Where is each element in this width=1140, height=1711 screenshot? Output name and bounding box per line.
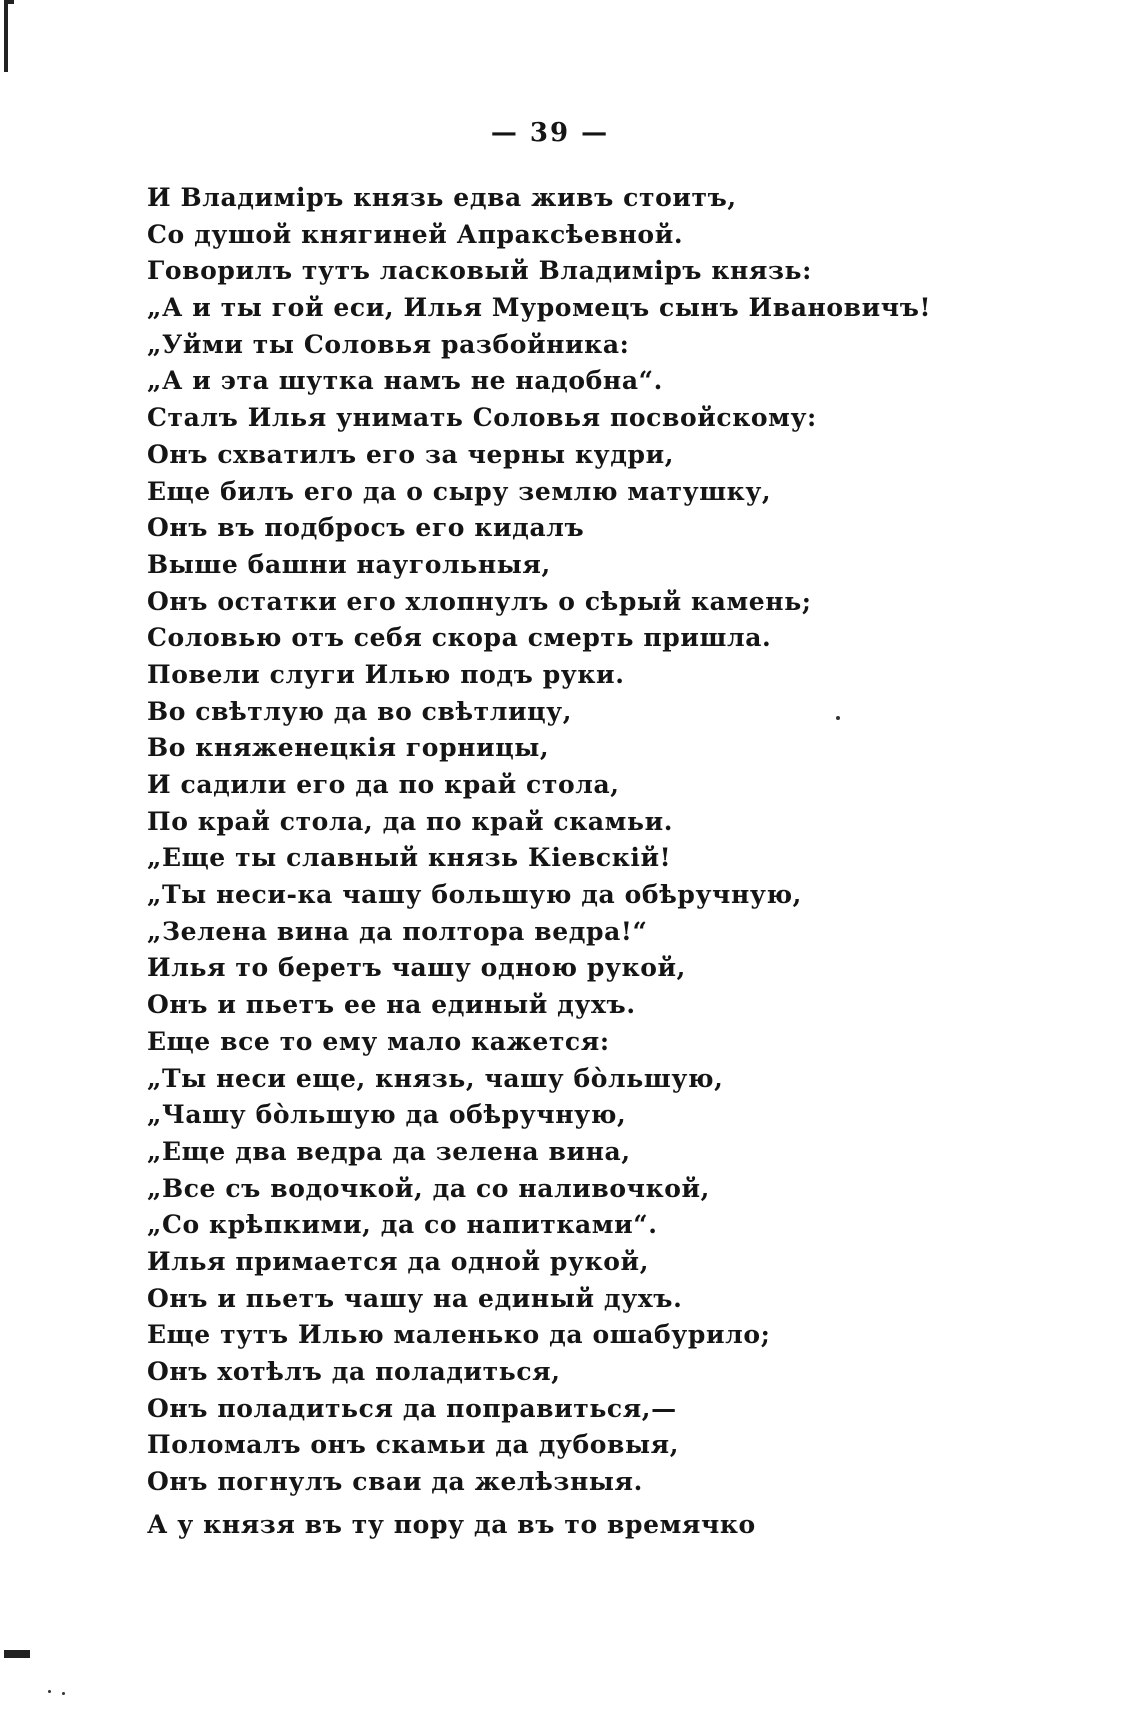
verse-line: Еще тутъ Илью маленько да ошабурило; bbox=[147, 1320, 771, 1350]
verse-line: Онъ хотѣлъ да поладиться, bbox=[147, 1357, 561, 1386]
verse-line: „Уйми ты Соловья разбойника: bbox=[147, 329, 630, 359]
verse-line: Во свѣтлую да во свѣтлицу, bbox=[147, 696, 573, 726]
verse-line: Онъ и пьетъ ее на единый духъ. bbox=[147, 990, 636, 1020]
verse-line: Илья примается да одной рукой, bbox=[147, 1246, 649, 1276]
verse-line: Илья то беретъ чашу одною рукой, bbox=[147, 953, 686, 983]
verse-line: Поломалъ онъ скамьи да дубовыя, bbox=[147, 1430, 680, 1460]
verse-line: И Владиміръ князь едва живъ стоитъ, bbox=[147, 183, 737, 212]
verse-line: Со душой княгиней Апраксѣевной. bbox=[147, 219, 684, 249]
verse-line: „Зелена вина да полтора ведра!“ bbox=[147, 916, 648, 946]
verse-line: Повели слуги Илью подъ руки. bbox=[147, 659, 625, 689]
verse-line: „Еще два ведра да зелена вина, bbox=[147, 1136, 631, 1166]
verse-line: „Ты неси еще, князь, чашу бо̀льшую, bbox=[147, 1063, 724, 1093]
verse-line: Онъ и пьетъ чашу на единый духъ. bbox=[147, 1283, 683, 1313]
verse-line: Сталъ Илья унимать Соловья посвойскому: bbox=[147, 403, 817, 433]
verse-line: „Со крѣпкими, да со напитками“. bbox=[147, 1210, 658, 1240]
page-number: — 39 — bbox=[490, 118, 610, 148]
verse-line: „А и эта шутка намъ не надобна“. bbox=[147, 366, 663, 396]
verse-line: „Все съ водочкой, да со наливочкой, bbox=[147, 1173, 710, 1203]
scan-speck bbox=[48, 1690, 51, 1693]
verse-line: Соловью отъ себя скора смерть пришла. bbox=[147, 623, 772, 653]
scan-edge-mark bbox=[4, 0, 8, 72]
verse-line: А у князя въ ту пору да въ то времячко bbox=[147, 1509, 756, 1539]
verse-line: Выше башни наугольныя, bbox=[147, 549, 551, 579]
verse-line: „Еще ты славный князь Кіевскій! bbox=[147, 843, 672, 873]
verse-line: Онъ остатки его хлопнулъ о сѣрый камень; bbox=[147, 586, 812, 616]
verse-line: Еще все то ему мало кажется: bbox=[147, 1026, 610, 1056]
verse-line: Онъ схватилъ его за черны кудри, bbox=[147, 439, 675, 469]
verse-line: Во княженецкія горницы, bbox=[147, 733, 550, 763]
verse-text bbox=[147, 180, 1047, 1543]
verse-line: Онъ въ подбросъ его кидалъ bbox=[147, 513, 585, 543]
verse-line: Онъ погнулъ сваи да желѣзныя. bbox=[147, 1467, 643, 1497]
scan-edge-mark bbox=[4, 1650, 30, 1658]
verse-line: Онъ поладиться да поправиться,— bbox=[147, 1393, 677, 1423]
verse-line: И садили его да по край стола, bbox=[147, 770, 620, 799]
verse-line: Говорилъ тутъ ласковый Владиміръ князь: bbox=[147, 256, 812, 286]
verse-line: „Ты неси-ка чашу большую да обѣручную, bbox=[147, 880, 802, 910]
scan-edge-mark bbox=[4, 0, 14, 4]
verse-line: Еще билъ его да о сыру землю матушку, bbox=[147, 476, 772, 506]
verse-line: „А и ты гой еси, Илья Муромецъ сынъ Ивановичъ! bbox=[147, 293, 932, 323]
verse-line: „Чашу бо̀льшую да обѣручную, bbox=[147, 1100, 627, 1130]
scan-speck bbox=[62, 1692, 65, 1695]
verse-line: По край стола, да по край скамьи. bbox=[147, 806, 674, 836]
